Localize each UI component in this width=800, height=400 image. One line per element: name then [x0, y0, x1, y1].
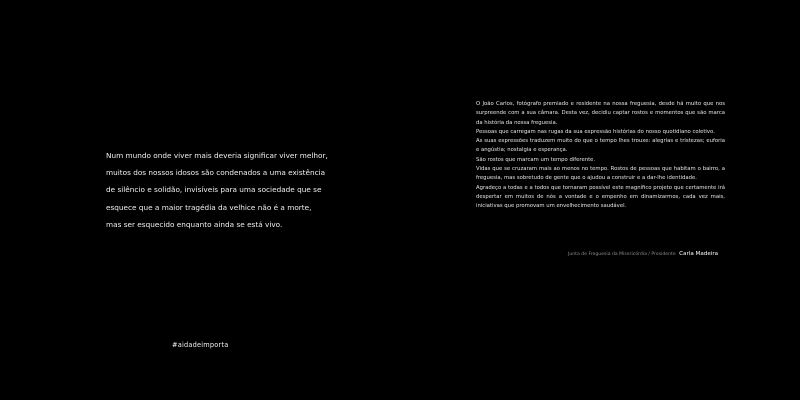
- hashtag: #aidadeimporta: [172, 341, 229, 349]
- foreword-paragraph-2: Pessoas que carregam nas rugas da sua expressão histórias do nosso quotidiano coletivo.: [476, 128, 715, 135]
- intro-line-5: mas ser esquecido enquanto ainda se está vivo.: [106, 219, 283, 229]
- intro-quote: [106, 147, 328, 233]
- right-page: [400, 0, 800, 400]
- intro-line-3: de silêncio e solidão, invisíveis para uma sociedade que se: [106, 185, 322, 195]
- signature-name: Carla Madeira: [679, 251, 719, 257]
- signature-role: Junta de Freguesia da Misericórdia / Presidente: [568, 252, 676, 257]
- foreword-paragraph-3: As suas expressões traduzem muito do que o tempo lhes trouxe: alegrias e tristezas; euforia e angústia; nostalgia e esperança.: [476, 138, 725, 154]
- foreword-paragraph-1: O João Carlos, fotógrafo premiado e residente na nossa freguesia, desde há muito que nos surpreende com a sua câmara. Desta vez, decidiu captar rostos e momentos que são marca da história da nossa freguesia.: [476, 101, 725, 126]
- signature: [568, 251, 718, 257]
- intro-line-2: muitos dos nossos idosos são condenados a uma existência: [106, 168, 326, 178]
- foreword-paragraph-5: Vidas que se cruzaram mais ao menos no tempo. Rostos de pessoas que habitam o bairro, a freguesia, mas sobretudo de gente que o ajudou a construir e a dar-lhe identidade.: [476, 166, 725, 182]
- foreword-paragraph-6: Agradeço a todas e a todos que tornaram possível este magnífico projeto que certamente irá despertar em muitos de nós a vontade e o empenho em dinamizarmos, cada vez mais, iniciativas que promovam um envelhecimento saudável.: [476, 184, 725, 210]
- intro-line-4: esquece que a maior tragédia da velhice não é a morte,: [106, 202, 312, 212]
- foreword-text: [476, 100, 725, 212]
- intro-line-1: Num mundo onde viver mais deveria significar viver melhor,: [106, 151, 328, 160]
- foreword-paragraph-4: São rostos que marcam um tempo diferente.: [476, 156, 596, 163]
